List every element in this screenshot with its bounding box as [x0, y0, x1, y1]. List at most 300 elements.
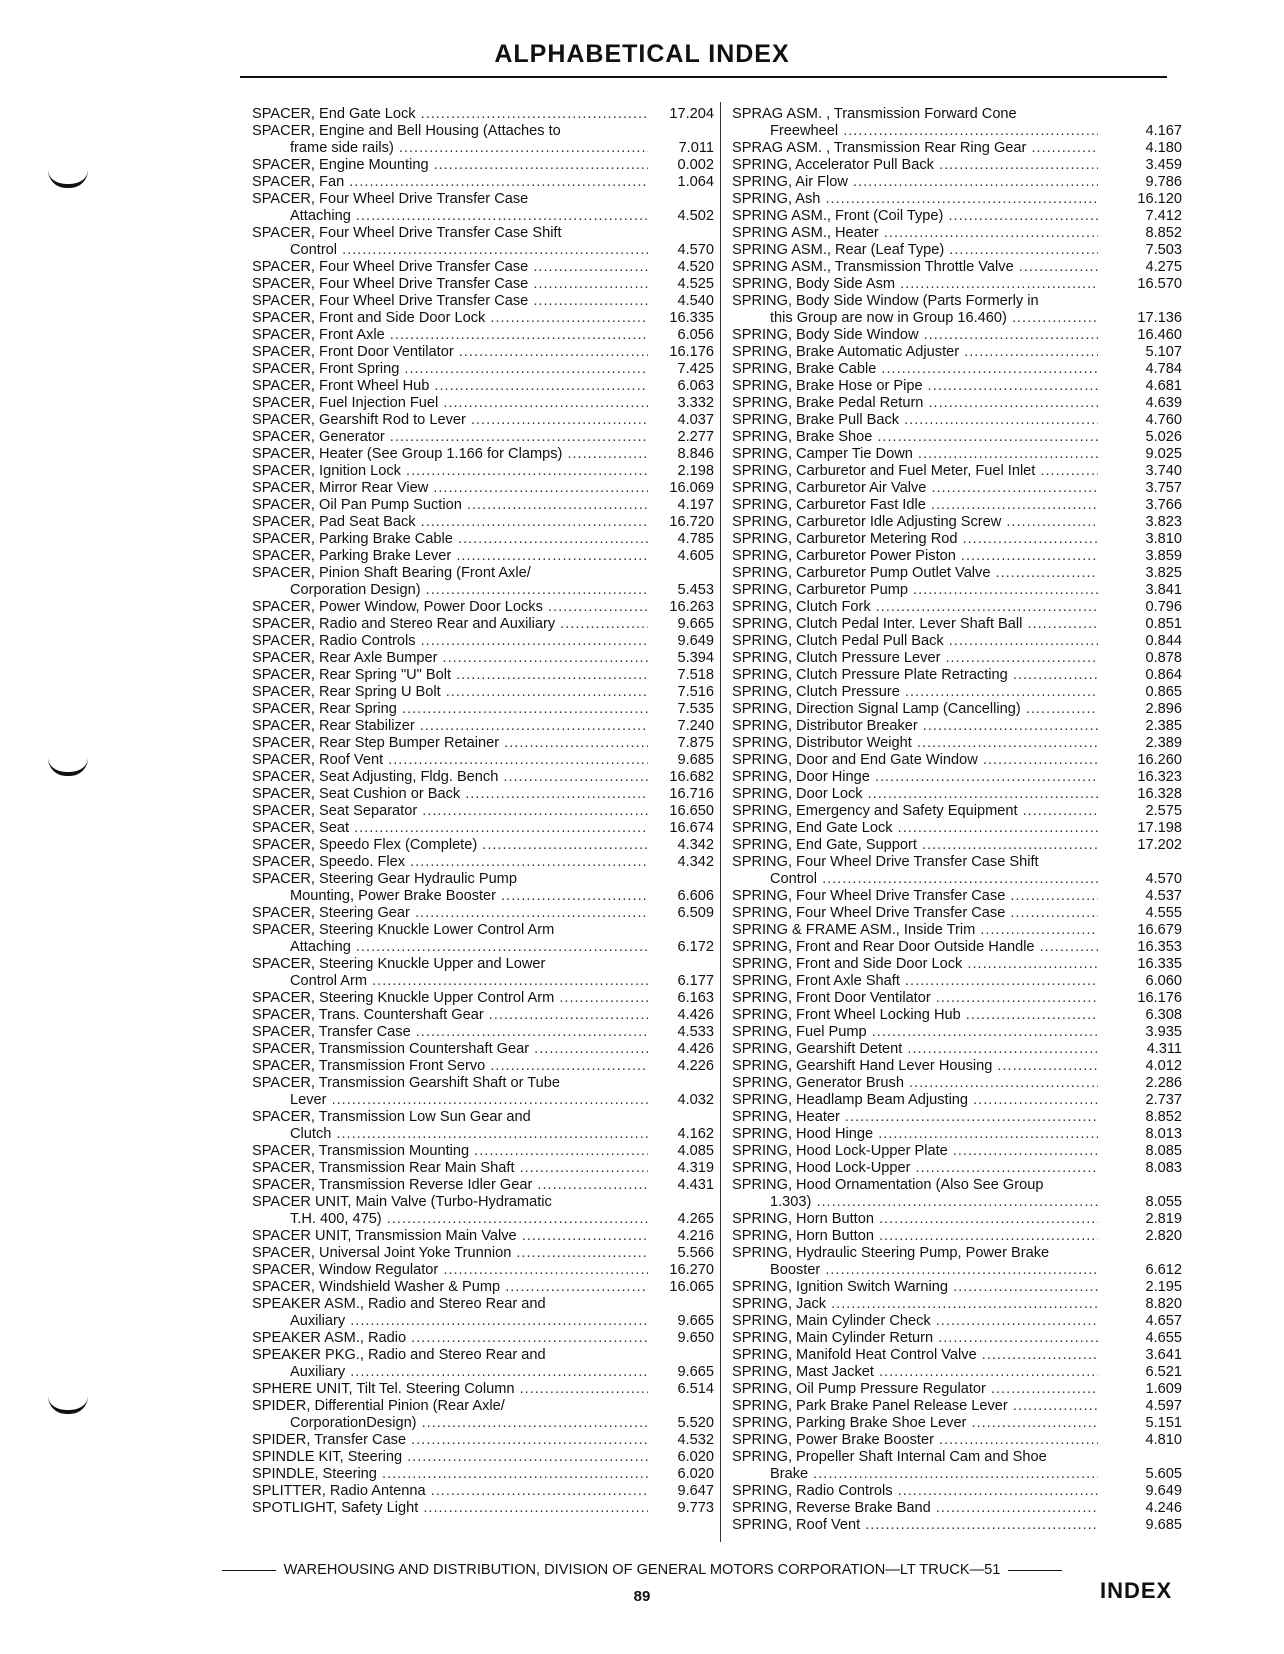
binder-hole-mark-middle [48, 758, 88, 776]
entry-title: SPACER, Power Window, Power Door Locks ..... [252, 599, 648, 616]
entry-reference-number: 4.540 [677, 293, 714, 309]
index-entry [732, 1245, 1182, 1279]
index-entry [732, 1432, 1182, 1449]
entry-reference-number: 0.878 [1145, 650, 1182, 666]
entry-title: SPRING, Manifold Heat Control Valve ..... [732, 1347, 1098, 1364]
entry-reference-number: 7.240 [677, 718, 714, 734]
entry-reference-number: 16.263 [669, 599, 714, 615]
entry-reference-number: 0.844 [1145, 633, 1182, 649]
entry-title: SPACER, Steering Knuckle Lower Control Arm [252, 922, 555, 938]
entry-title: SPACER, Rear Axle Bumper ..... [252, 650, 648, 667]
entry-title: SPACER, Fan ..... [252, 174, 648, 191]
entry-title-continued: Lever ..... [252, 1092, 648, 1109]
index-entry [252, 667, 714, 684]
index-entry [732, 1126, 1182, 1143]
entry-title: SPACER, Front Axle ..... [252, 327, 648, 344]
index-entry [732, 1024, 1182, 1041]
entry-reference-number: 4.180 [1145, 140, 1182, 156]
index-entry [252, 1279, 714, 1296]
index-entry [732, 650, 1182, 667]
entry-title: SPRING, Gearshift Hand Lever Housing ..... [732, 1058, 1098, 1075]
index-entry [732, 327, 1182, 344]
entry-title: SPRING, Door Lock ..... [732, 786, 1098, 803]
entry-reference-number: 4.784 [1145, 361, 1182, 377]
index-entry [732, 837, 1182, 854]
entry-reference-number: 2.820 [1145, 1228, 1182, 1244]
entry-title: SPRING, Jack ..... [732, 1296, 1098, 1313]
entry-title: SPACER, Rear Stabilizer ..... [252, 718, 648, 735]
entry-title: SPRING, Emergency and Safety Equipment ..... [732, 803, 1098, 820]
entry-title: SPRING, Parking Brake Shoe Lever ..... [732, 1415, 1098, 1432]
entry-title: SPACER, Steering Knuckle Upper and Lower [252, 956, 546, 972]
entry-title: SPRING, Horn Button ..... [732, 1228, 1098, 1245]
index-entry [732, 1330, 1182, 1347]
index-entry [252, 956, 714, 990]
entry-reference-number: 9.025 [1145, 446, 1182, 462]
entry-reference-number: 3.823 [1145, 514, 1182, 530]
entry-reference-number: 4.681 [1145, 378, 1182, 394]
index-entry [252, 106, 714, 123]
entry-title: SPACER, Window Regulator ..... [252, 1262, 648, 1279]
entry-reference-number: 7.875 [677, 735, 714, 751]
entry-reference-number: 6.606 [677, 888, 714, 904]
entry-reference-number: 8.852 [1145, 1109, 1182, 1125]
entry-title: SPRING, End Gate, Support ..... [732, 837, 1098, 854]
entry-title: SPRING, Clutch Pedal Pull Back ..... [732, 633, 1098, 650]
index-entry [252, 718, 714, 735]
entry-reference-number: 4.085 [677, 1143, 714, 1159]
entry-title: SPACER, Transmission Rear Main Shaft ..... [252, 1160, 648, 1177]
entry-title: SPRING & FRAME ASM., Inside Trim ..... [732, 922, 1098, 939]
entry-title: SPACER, Steering Knuckle Upper Control Arm ..... [252, 990, 648, 1007]
entry-title: SPRING, Brake Automatic Adjuster ..... [732, 344, 1098, 361]
entry-reference-number: 16.328 [1137, 786, 1182, 802]
entry-title: SPRING, Front Door Ventilator ..... [732, 990, 1098, 1007]
index-entry [252, 1058, 714, 1075]
entry-reference-number: 1.609 [1145, 1381, 1182, 1397]
index-entry [252, 1330, 714, 1347]
index-entry [732, 922, 1182, 939]
entry-title: SPRING, Power Brake Booster ..... [732, 1432, 1098, 1449]
entry-reference-number: 16.682 [669, 769, 714, 785]
entry-title: SPACER, Heater (See Group 1.166 for Clamps) ..... [252, 446, 648, 463]
entry-title: SPACER, Seat Adjusting, Fldg. Bench ..... [252, 769, 648, 786]
entry-title: SPRING, Main Cylinder Return ..... [732, 1330, 1098, 1347]
entry-title-continued: T.H. 400, 475) ..... [252, 1211, 648, 1228]
entry-reference-number: 3.757 [1145, 480, 1182, 496]
entry-reference-number: 6.060 [1145, 973, 1182, 989]
index-entry [732, 480, 1182, 497]
index-entry [252, 361, 714, 378]
entry-title: SPACER, Front Wheel Hub ..... [252, 378, 648, 395]
index-entry [252, 1024, 714, 1041]
index-entry [732, 854, 1182, 888]
index-entry [252, 1160, 714, 1177]
index-entry [732, 293, 1182, 327]
entry-reference-number: 16.570 [1137, 276, 1182, 292]
index-entry [732, 412, 1182, 429]
index-entry [732, 531, 1182, 548]
entry-title: SPRING, Front Wheel Locking Hub ..... [732, 1007, 1098, 1024]
index-entry [252, 616, 714, 633]
index-entry [252, 1041, 714, 1058]
entry-title: SPACER, Front and Side Door Lock ..... [252, 310, 648, 327]
entry-title: SPACER, Transmission Mounting ..... [252, 1143, 648, 1160]
footer-rule-left [222, 1570, 276, 1571]
index-entry [732, 140, 1182, 157]
entry-title-continued: frame side rails) ..... [252, 140, 648, 157]
entry-title: SPRING, Hydraulic Steering Pump, Power Brake [732, 1245, 1050, 1261]
entry-reference-number: 0.851 [1145, 616, 1182, 632]
entry-reference-number: 4.431 [677, 1177, 714, 1193]
index-entry [732, 1347, 1182, 1364]
index-entry [252, 701, 714, 718]
entry-title: SPRING, Body Side Window (Parts Formerly in [732, 293, 1039, 309]
entry-reference-number: 16.353 [1137, 939, 1182, 955]
entry-title: SPRING, Gearshift Detent ..... [732, 1041, 1098, 1058]
entry-title: SPINDLE KIT, Steering ..... [252, 1449, 648, 1466]
entry-reference-number: 0.865 [1145, 684, 1182, 700]
entry-title: SPACER, Pinion Shaft Bearing (Front Axle/ [252, 565, 531, 581]
index-entry [732, 1160, 1182, 1177]
entry-reference-number: 4.012 [1145, 1058, 1182, 1074]
entry-reference-number: 5.605 [1145, 1466, 1182, 1482]
entry-title: SPACER, Radio and Stereo Rear and Auxiliary ..... [252, 616, 648, 633]
entry-reference-number: 4.520 [677, 259, 714, 275]
entry-title: SPRING, Ash ..... [732, 191, 1098, 208]
entry-title: SPRING, Hood Lock-Upper ..... [732, 1160, 1098, 1177]
index-entry [732, 956, 1182, 973]
entry-title-continued: Auxiliary ..... [252, 1364, 648, 1381]
index-entry [732, 752, 1182, 769]
entry-reference-number: 6.172 [677, 939, 714, 955]
entry-title: SPRING, Hood Lock-Upper Plate ..... [732, 1143, 1098, 1160]
entry-reference-number: 9.649 [677, 633, 714, 649]
index-entry [252, 1007, 714, 1024]
entry-title: SPACER, Speedo. Flex ..... [252, 854, 648, 871]
index-entry [252, 1143, 714, 1160]
index-entry [732, 701, 1182, 718]
entry-title: SPRING, Body Side Asm ..... [732, 276, 1098, 293]
entry-title: SPACER, Four Wheel Drive Transfer Case [252, 191, 529, 207]
entry-title: SPACER, Transmission Reverse Idler Gear ..... [252, 1177, 648, 1194]
entry-title: SPRING, Roof Vent ..... [732, 1517, 1098, 1534]
entry-title: SPRING, Reverse Brake Band ..... [732, 1500, 1098, 1517]
index-entry [252, 1194, 714, 1228]
index-entry [732, 1058, 1182, 1075]
entry-title: SPACER, End Gate Lock ..... [252, 106, 648, 123]
entry-reference-number: 16.716 [669, 786, 714, 802]
entry-reference-number: 0.002 [677, 157, 714, 173]
index-entry [732, 820, 1182, 837]
index-entry [252, 225, 714, 259]
entry-reference-number: 4.810 [1145, 1432, 1182, 1448]
entry-reference-number: 3.740 [1145, 463, 1182, 479]
entry-reference-number: 2.277 [677, 429, 714, 445]
entry-title: SPACER, Pad Seat Back ..... [252, 514, 648, 531]
entry-reference-number: 2.198 [677, 463, 714, 479]
entry-title: SPACER UNIT, Main Valve (Turbo-Hydramatic [252, 1194, 552, 1210]
entry-reference-number: 3.641 [1145, 1347, 1182, 1363]
entry-reference-number: 8.055 [1145, 1194, 1182, 1210]
entry-title: SPRING, Four Wheel Drive Transfer Case ..... [732, 905, 1098, 922]
index-entry [252, 531, 714, 548]
entry-reference-number: 6.308 [1145, 1007, 1182, 1023]
index-entry [252, 1466, 714, 1483]
index-entry [252, 378, 714, 395]
index-entry [732, 1109, 1182, 1126]
entry-reference-number: 4.525 [677, 276, 714, 292]
index-entry [732, 667, 1182, 684]
index-entry [732, 888, 1182, 905]
entry-reference-number: 4.570 [1145, 871, 1182, 887]
entry-title: SPRING, Heater ..... [732, 1109, 1098, 1126]
entry-title: SPACER, Parking Brake Lever ..... [252, 548, 648, 565]
entry-title-continued: Brake ..... [732, 1466, 1098, 1483]
entry-reference-number: 8.083 [1145, 1160, 1182, 1176]
entry-reference-number: 17.202 [1137, 837, 1182, 853]
entry-title: SPRING ASM., Transmission Throttle Valve ..... [732, 259, 1098, 276]
index-entry [252, 820, 714, 837]
entry-reference-number: 4.760 [1145, 412, 1182, 428]
entry-reference-number: 4.162 [677, 1126, 714, 1142]
entry-reference-number: 2.385 [1145, 718, 1182, 734]
entry-title: SPRING, Door Hinge ..... [732, 769, 1098, 786]
index-entry [252, 463, 714, 480]
index-entry [252, 446, 714, 463]
entry-reference-number: 9.650 [677, 1330, 714, 1346]
index-entry [252, 854, 714, 871]
index-entry [732, 1007, 1182, 1024]
entry-reference-number: 17.198 [1137, 820, 1182, 836]
entry-title: SPRING, Body Side Window ..... [732, 327, 1098, 344]
index-entry [252, 310, 714, 327]
entry-title: SPRING ASM., Heater ..... [732, 225, 1098, 242]
entry-title: SPACER, Seat Cushion or Back ..... [252, 786, 648, 803]
index-entry [252, 293, 714, 310]
entry-reference-number: 6.063 [677, 378, 714, 394]
entry-reference-number: 8.013 [1145, 1126, 1182, 1142]
entry-title: SPRING, Clutch Pedal Inter. Lever Shaft Ball ..... [732, 616, 1098, 633]
index-entry [732, 1092, 1182, 1109]
entry-reference-number: 4.502 [677, 208, 714, 224]
entry-title: SPACER, Steering Gear Hydraulic Pump [252, 871, 517, 887]
entry-title-continued: Attaching ..... [252, 208, 648, 225]
entry-reference-number: 4.032 [677, 1092, 714, 1108]
entry-title-continued: 1.303) ..... [732, 1194, 1098, 1211]
index-entry [732, 1279, 1182, 1296]
index-entry [252, 786, 714, 803]
index-entry [252, 735, 714, 752]
entry-title: SPACER, Transmission Low Sun Gear and [252, 1109, 531, 1125]
entry-title: SPIDER, Transfer Case ..... [252, 1432, 648, 1449]
entry-reference-number: 2.819 [1145, 1211, 1182, 1227]
entry-title: SPRING, Ignition Switch Warning ..... [732, 1279, 1098, 1296]
entry-reference-number: 4.639 [1145, 395, 1182, 411]
entry-reference-number: 9.786 [1145, 174, 1182, 190]
entry-reference-number: 7.425 [677, 361, 714, 377]
index-entry [252, 276, 714, 293]
index-entry [252, 650, 714, 667]
entry-title-continued: Corporation Design) ..... [252, 582, 648, 599]
entry-reference-number: 16.460 [1137, 327, 1182, 343]
index-entry [732, 1313, 1182, 1330]
index-entry [252, 1347, 714, 1381]
index-entry [252, 1296, 714, 1330]
entry-reference-number: 3.332 [677, 395, 714, 411]
entry-title: SPRING, Air Flow ..... [732, 174, 1098, 191]
entry-reference-number: 16.120 [1137, 191, 1182, 207]
index-entry [732, 1296, 1182, 1313]
footer-text: WAREHOUSING AND DISTRIBUTION, DIVISION OF GENERAL MOTORS CORPORATION—LT TRUCK—51 [283, 1562, 1001, 1578]
entry-reference-number: 16.069 [669, 480, 714, 496]
index-entry [252, 1228, 714, 1245]
entry-title: SPIDER, Differential Pinion (Rear Axle/ [252, 1398, 505, 1414]
entry-title: SPRING, Carburetor Fast Idle ..... [732, 497, 1098, 514]
entry-title: SPRING, Carburetor and Fuel Meter, Fuel Inlet ..... [732, 463, 1098, 480]
entry-reference-number: 6.056 [677, 327, 714, 343]
entry-title: SPACER, Oil Pan Pump Suction ..... [252, 497, 648, 514]
entry-title: SPACER, Roof Vent ..... [252, 752, 648, 769]
index-entry [252, 599, 714, 616]
index-entry [252, 497, 714, 514]
index-entry [252, 327, 714, 344]
entry-title: SPACER, Windshield Washer & Pump ..... [252, 1279, 648, 1296]
entry-title-continued: Mounting, Power Brake Booster ..... [252, 888, 648, 905]
entry-reference-number: 6.020 [677, 1449, 714, 1465]
entry-title: SPACER, Universal Joint Yoke Trunnion ..... [252, 1245, 648, 1262]
index-entry [732, 174, 1182, 191]
entry-title: SPRING, Hood Ornamentation (Also See Group [732, 1177, 1044, 1193]
entry-title: SPACER, Seat ..... [252, 820, 648, 837]
index-entry [252, 1398, 714, 1432]
entry-reference-number: 6.514 [677, 1381, 714, 1397]
entry-title: SPRING ASM., Front (Coil Type) ..... [732, 208, 1098, 225]
index-entry [252, 259, 714, 276]
index-entry [732, 446, 1182, 463]
entry-reference-number: 4.246 [1145, 1500, 1182, 1516]
entry-title: SPACER, Engine and Bell Housing (Attaches to [252, 123, 561, 139]
index-entry [252, 480, 714, 497]
entry-reference-number: 4.426 [677, 1041, 714, 1057]
entry-reference-number: 4.197 [677, 497, 714, 513]
entry-title: SPRING, Distributor Breaker ..... [732, 718, 1098, 735]
entry-title: SPRING, Brake Hose or Pipe ..... [732, 378, 1098, 395]
index-entry [732, 735, 1182, 752]
entry-reference-number: 8.852 [1145, 225, 1182, 241]
entry-reference-number: 4.265 [677, 1211, 714, 1227]
entry-title: SPRING, Radio Controls ..... [732, 1483, 1098, 1500]
section-label: INDEX [1100, 1578, 1173, 1603]
index-entry [252, 1432, 714, 1449]
index-entry [732, 803, 1182, 820]
entry-title: SPACER, Fuel Injection Fuel ..... [252, 395, 648, 412]
entry-title: SPRING ASM., Rear (Leaf Type) ..... [732, 242, 1098, 259]
entry-title: SPACER, Four Wheel Drive Transfer Case ..... [252, 293, 648, 310]
entry-reference-number: 6.612 [1145, 1262, 1182, 1278]
entry-title: SPRING, Direction Signal Lamp (Cancelling) ..... [732, 701, 1098, 718]
entry-title: SPACER, Front Door Ventilator ..... [252, 344, 648, 361]
entry-title: SPRING, Horn Button ..... [732, 1211, 1098, 1228]
index-entry [732, 769, 1182, 786]
index-entry [252, 157, 714, 174]
index-entry [252, 1245, 714, 1262]
entry-reference-number: 16.260 [1137, 752, 1182, 768]
index-entry [252, 412, 714, 429]
entry-reference-number: 4.537 [1145, 888, 1182, 904]
entry-reference-number: 4.426 [677, 1007, 714, 1023]
entry-reference-number: 5.453 [677, 582, 714, 598]
entry-reference-number: 3.459 [1145, 157, 1182, 173]
entry-reference-number: 16.674 [669, 820, 714, 836]
entry-title: SPHERE UNIT, Tilt Tel. Steering Column ..... [252, 1381, 648, 1398]
entry-reference-number: 9.665 [677, 616, 714, 632]
entry-title: SPACER, Rear Spring ..... [252, 701, 648, 718]
entry-reference-number: 3.825 [1145, 565, 1182, 581]
index-entry [732, 1500, 1182, 1517]
entry-reference-number: 3.935 [1145, 1024, 1182, 1040]
entry-title: SPRAG ASM. , Transmission Forward Cone [732, 106, 1017, 122]
entry-reference-number: 6.509 [677, 905, 714, 921]
index-entry [732, 1143, 1182, 1160]
entry-title: SPRING, Carburetor Power Piston ..... [732, 548, 1098, 565]
entry-reference-number: 4.037 [677, 412, 714, 428]
entry-title: SPRING, Four Wheel Drive Transfer Case Shift [732, 854, 1039, 870]
entry-reference-number: 8.820 [1145, 1296, 1182, 1312]
entry-reference-number: 9.649 [1145, 1483, 1182, 1499]
entry-title: SPRING, Hood Hinge ..... [732, 1126, 1098, 1143]
index-entry [732, 191, 1182, 208]
entry-reference-number: 7.518 [677, 667, 714, 683]
index-entry [252, 684, 714, 701]
entry-reference-number: 4.226 [677, 1058, 714, 1074]
entry-title: SPRING, Accelerator Pull Back ..... [732, 157, 1098, 174]
entry-reference-number: 4.532 [677, 1432, 714, 1448]
entry-title: SPRING, Oil Pump Pressure Regulator ..... [732, 1381, 1098, 1398]
index-entry [732, 718, 1182, 735]
entry-title: SPRING, Carburetor Idle Adjusting Screw ..... [732, 514, 1098, 531]
index-entry [732, 225, 1182, 242]
entry-reference-number: 2.737 [1145, 1092, 1182, 1108]
index-entry [732, 1228, 1182, 1245]
entry-reference-number: 9.647 [677, 1483, 714, 1499]
entry-title: SPACER, Transmission Countershaft Gear ..... [252, 1041, 648, 1058]
entry-reference-number: 2.286 [1145, 1075, 1182, 1091]
entry-title: SPRING, Carburetor Pump ..... [732, 582, 1098, 599]
index-entry [252, 123, 714, 157]
entry-reference-number: 16.176 [1137, 990, 1182, 1006]
index-entry [732, 939, 1182, 956]
index-entry [252, 1262, 714, 1279]
index-entry [252, 803, 714, 820]
entry-title: SPACER, Four Wheel Drive Transfer Case ..... [252, 276, 648, 293]
index-entry [732, 1398, 1182, 1415]
entry-reference-number: 2.389 [1145, 735, 1182, 751]
index-entry [732, 599, 1182, 616]
entry-title: SPACER, Engine Mounting ..... [252, 157, 648, 174]
entry-reference-number: 7.503 [1145, 242, 1182, 258]
index-column-right [732, 106, 1182, 1534]
entry-reference-number: 2.896 [1145, 701, 1182, 717]
index-entry [732, 582, 1182, 599]
index-entry [252, 395, 714, 412]
index-entry [732, 157, 1182, 174]
index-entry [732, 633, 1182, 650]
entry-title: SPRING, Clutch Pressure Plate Retracting ..... [732, 667, 1098, 684]
entry-title: SPACER, Speedo Flex (Complete) ..... [252, 837, 648, 854]
index-entry [252, 1109, 714, 1143]
entry-reference-number: 0.796 [1145, 599, 1182, 615]
